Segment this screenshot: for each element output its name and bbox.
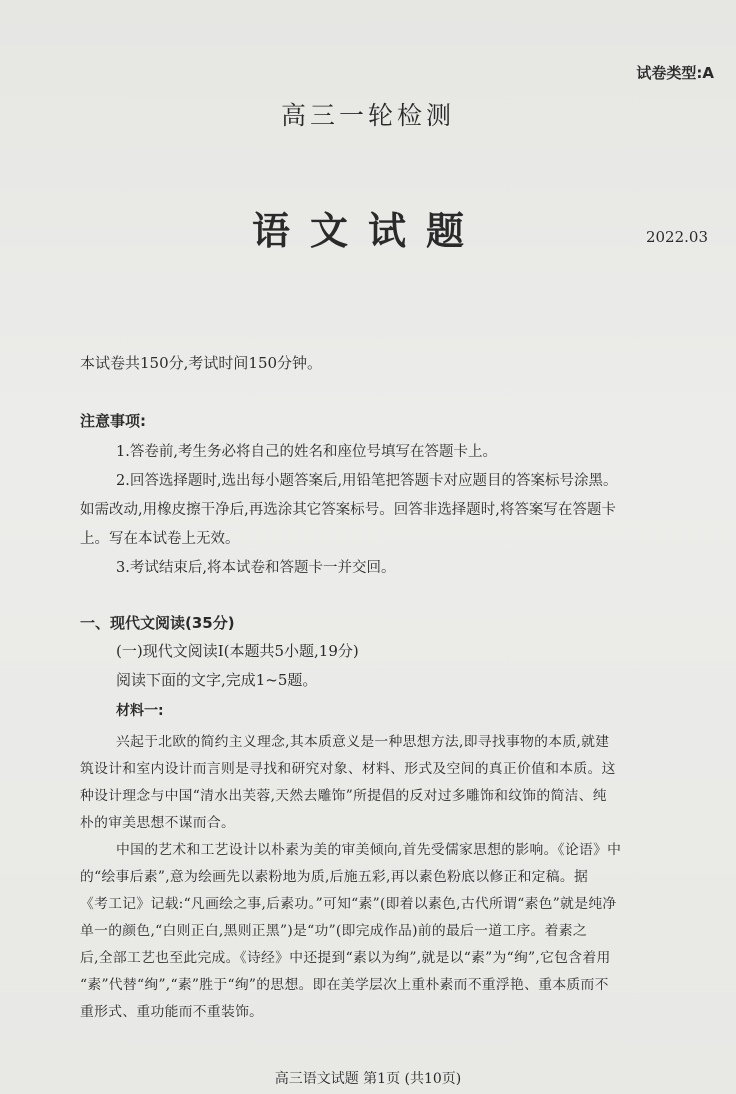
subject-title: 语文试题: [251, 208, 484, 253]
exam-title: 高三一轮检测: [280, 101, 455, 130]
notice-heading: 注意事项:: [80, 412, 146, 430]
paragraph-line: 兴起于北欧的简约主义理念,其本质意义是一种思想方法,即寻找事物的本质,就建: [116, 734, 610, 750]
notice-line: 3.考试结束后,将本试卷和答题卡一并交回。: [116, 560, 396, 576]
paragraph-line: 种设计理念与中国“清水出芙蓉,天然去雕饰”所提倡的反对过多雕饰和纹饰的简洁、纯: [80, 788, 607, 804]
section-heading: 一、现代文阅读(35分): [80, 614, 235, 632]
paper-type: 试卷类型:A: [636, 64, 714, 82]
notice-line: 1.答卷前,考生务必将自己的姓名和座位号填写在答题卡上。: [116, 444, 497, 460]
paragraph-line: “素”代替“绚”,“素”胜于“绚”的思想。即在美学层次上重朴素而不重浮艳、重本质而不: [80, 977, 609, 993]
paragraph-line: 中国的艺术和工艺设计以朴素为美的审美倾向,首先受儒家思想的影响。《论语》中: [116, 842, 622, 858]
page-footer: 高三语文试题 第1页 (共10页): [274, 1071, 462, 1087]
paragraph-line: 后,全部工艺也至此完成。《诗经》中还提到“素以为绚”,就是以“素”为“绚”,它包含着用: [80, 950, 611, 966]
paragraph-line: 的“绘事后素”,意为绘画先以素粉地为质,后施五彩,再以素色粉底以修正和定稿。据: [80, 869, 589, 885]
section-subheading: (一)现代文阅读Ⅰ(本题共5小题,19分): [116, 642, 359, 660]
paragraph-line: 朴的审美思想不谋而合。: [80, 815, 236, 831]
paragraph-line: 单一的颜色,“白则正白,黑则正黑”)是“功”(即完成作品)前的最后一道工序。着素之: [80, 923, 587, 939]
notice-line: 上。写在本试卷上无效。: [80, 531, 240, 547]
notice-line: 如需改动,用橡皮擦干净后,再选涂其它答案标号。回答非选择题时,将答案写在答题卡: [80, 502, 616, 518]
paragraph-line: 《考工记》记载:“凡画绘之事,后素功。”可知“素”(即着以素色,古代所谓“素色”就是纯净: [80, 896, 617, 912]
intro-text: 本试卷共150分,考试时间150分钟。: [80, 354, 323, 372]
section-instruction: 阅读下面的文字,完成1~5题。: [116, 671, 318, 689]
paragraph-line: 筑设计和室内设计而言则是寻找和研究对象、材料、形式及空间的真正价值和本质。这: [80, 761, 616, 777]
material-label: 材料一:: [116, 703, 164, 719]
exam-date: 2022.03: [645, 228, 708, 246]
paragraph-line: 重形式、重功能而不重装饰。: [80, 1004, 264, 1020]
notice-line: 2.回答选择题时,选出每小题答案后,用铅笔把答题卡对应题目的答案标号涂黑。: [116, 473, 618, 489]
